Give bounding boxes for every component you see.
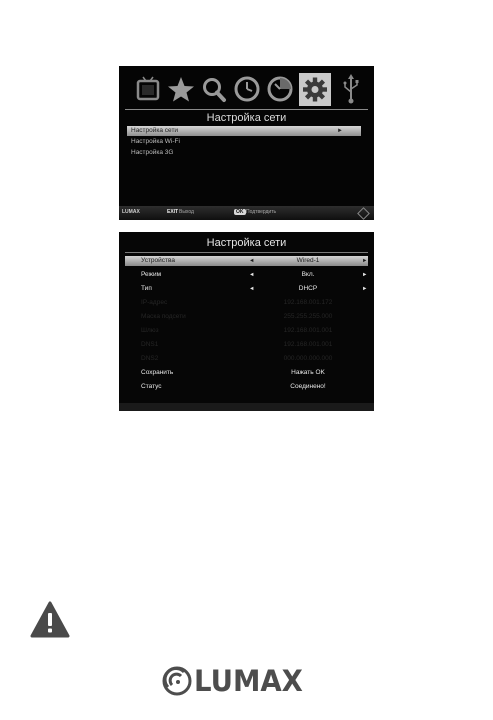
main-menu-screen [119,66,374,220]
setting-label: Сохранить [141,369,174,376]
settings-row[interactable] [125,256,368,266]
settings-row[interactable] [125,270,368,280]
arrow-left-icon: ◄ [249,258,255,264]
setting-value: Вкл. [301,271,315,278]
setting-label: DNS2 [141,355,159,362]
ok-label: Подтвердить [246,209,277,215]
usb-icon[interactable] [336,70,366,108]
exit-label: Выход [179,209,194,215]
menu-title: Настройка сети [206,112,287,124]
setting-value: 192.168.001.001 [283,341,333,348]
clock-icon[interactable] [232,70,262,108]
setting-label: Тип [141,285,152,292]
screen-footer [119,403,374,411]
footer-logo: LUMAX [122,209,140,215]
brand-name: LUMAX [194,664,303,698]
setting-value: 192.168.001.001 [283,327,333,334]
title-divider [125,252,368,253]
warning-icon [30,601,70,639]
screen-title: Настройка сети [206,237,287,249]
timezone-icon[interactable] [265,70,295,108]
setting-label: Маска подсети [141,313,186,320]
setting-value: DHCP [298,285,318,292]
setting-label: Статус [141,383,162,390]
setting-value: Wired-1 [296,257,320,264]
menu-item-network-settings[interactable] [127,126,361,136]
arrow-right-icon: ► [362,258,368,264]
gear-icon[interactable] [298,70,332,108]
settings-row [125,298,368,308]
settings-row [125,340,368,350]
menu-item-3g-settings[interactable] [127,148,361,158]
menu-item-label: Настройка сети [131,127,179,134]
menu-item-label: Настройка Wi-Fi [131,138,180,145]
settings-row [125,326,368,336]
navigation-pad-icon [357,207,370,220]
setting-value: 000.000.000.000 [283,355,333,362]
lumax-logo-icon [162,665,192,697]
settings-row[interactable] [125,284,368,294]
settings-row[interactable] [125,368,368,378]
setting-label: Режим [141,271,162,278]
brand-logo [162,665,334,697]
menu-icon-bar [133,70,363,108]
setting-value: 192.168.001.172 [283,299,333,306]
setting-value: Нажать OK [291,369,325,376]
setting-label: Устройства [141,257,176,264]
menu-divider [125,109,368,110]
setting-label: Шлюз [141,327,159,334]
exit-key[interactable]: EXIT [167,209,179,215]
arrow-left-icon: ◄ [249,286,255,292]
arrow-left-icon: ◄ [249,272,255,278]
setting-label: IP-адрес [141,299,168,306]
setting-value: Соединено! [290,383,326,390]
settings-row [125,312,368,322]
arrow-right-icon: ► [362,286,368,292]
star-icon[interactable] [166,70,196,108]
menu-item-label: Настройка 3G [131,149,174,156]
setting-value: 255.255.255.000 [283,313,333,320]
tv-icon[interactable] [133,70,163,108]
arrow-right-icon: ► [337,128,343,134]
menu-item-wifi-settings[interactable] [127,137,361,147]
arrow-right-icon: ► [362,272,368,278]
settings-row [125,354,368,364]
network-settings-screen [119,232,374,411]
settings-row[interactable] [125,382,368,392]
search-icon[interactable] [199,70,229,108]
ok-key[interactable]: OK [236,209,244,215]
setting-label: DNS1 [141,341,159,348]
menu-footer [119,206,374,220]
